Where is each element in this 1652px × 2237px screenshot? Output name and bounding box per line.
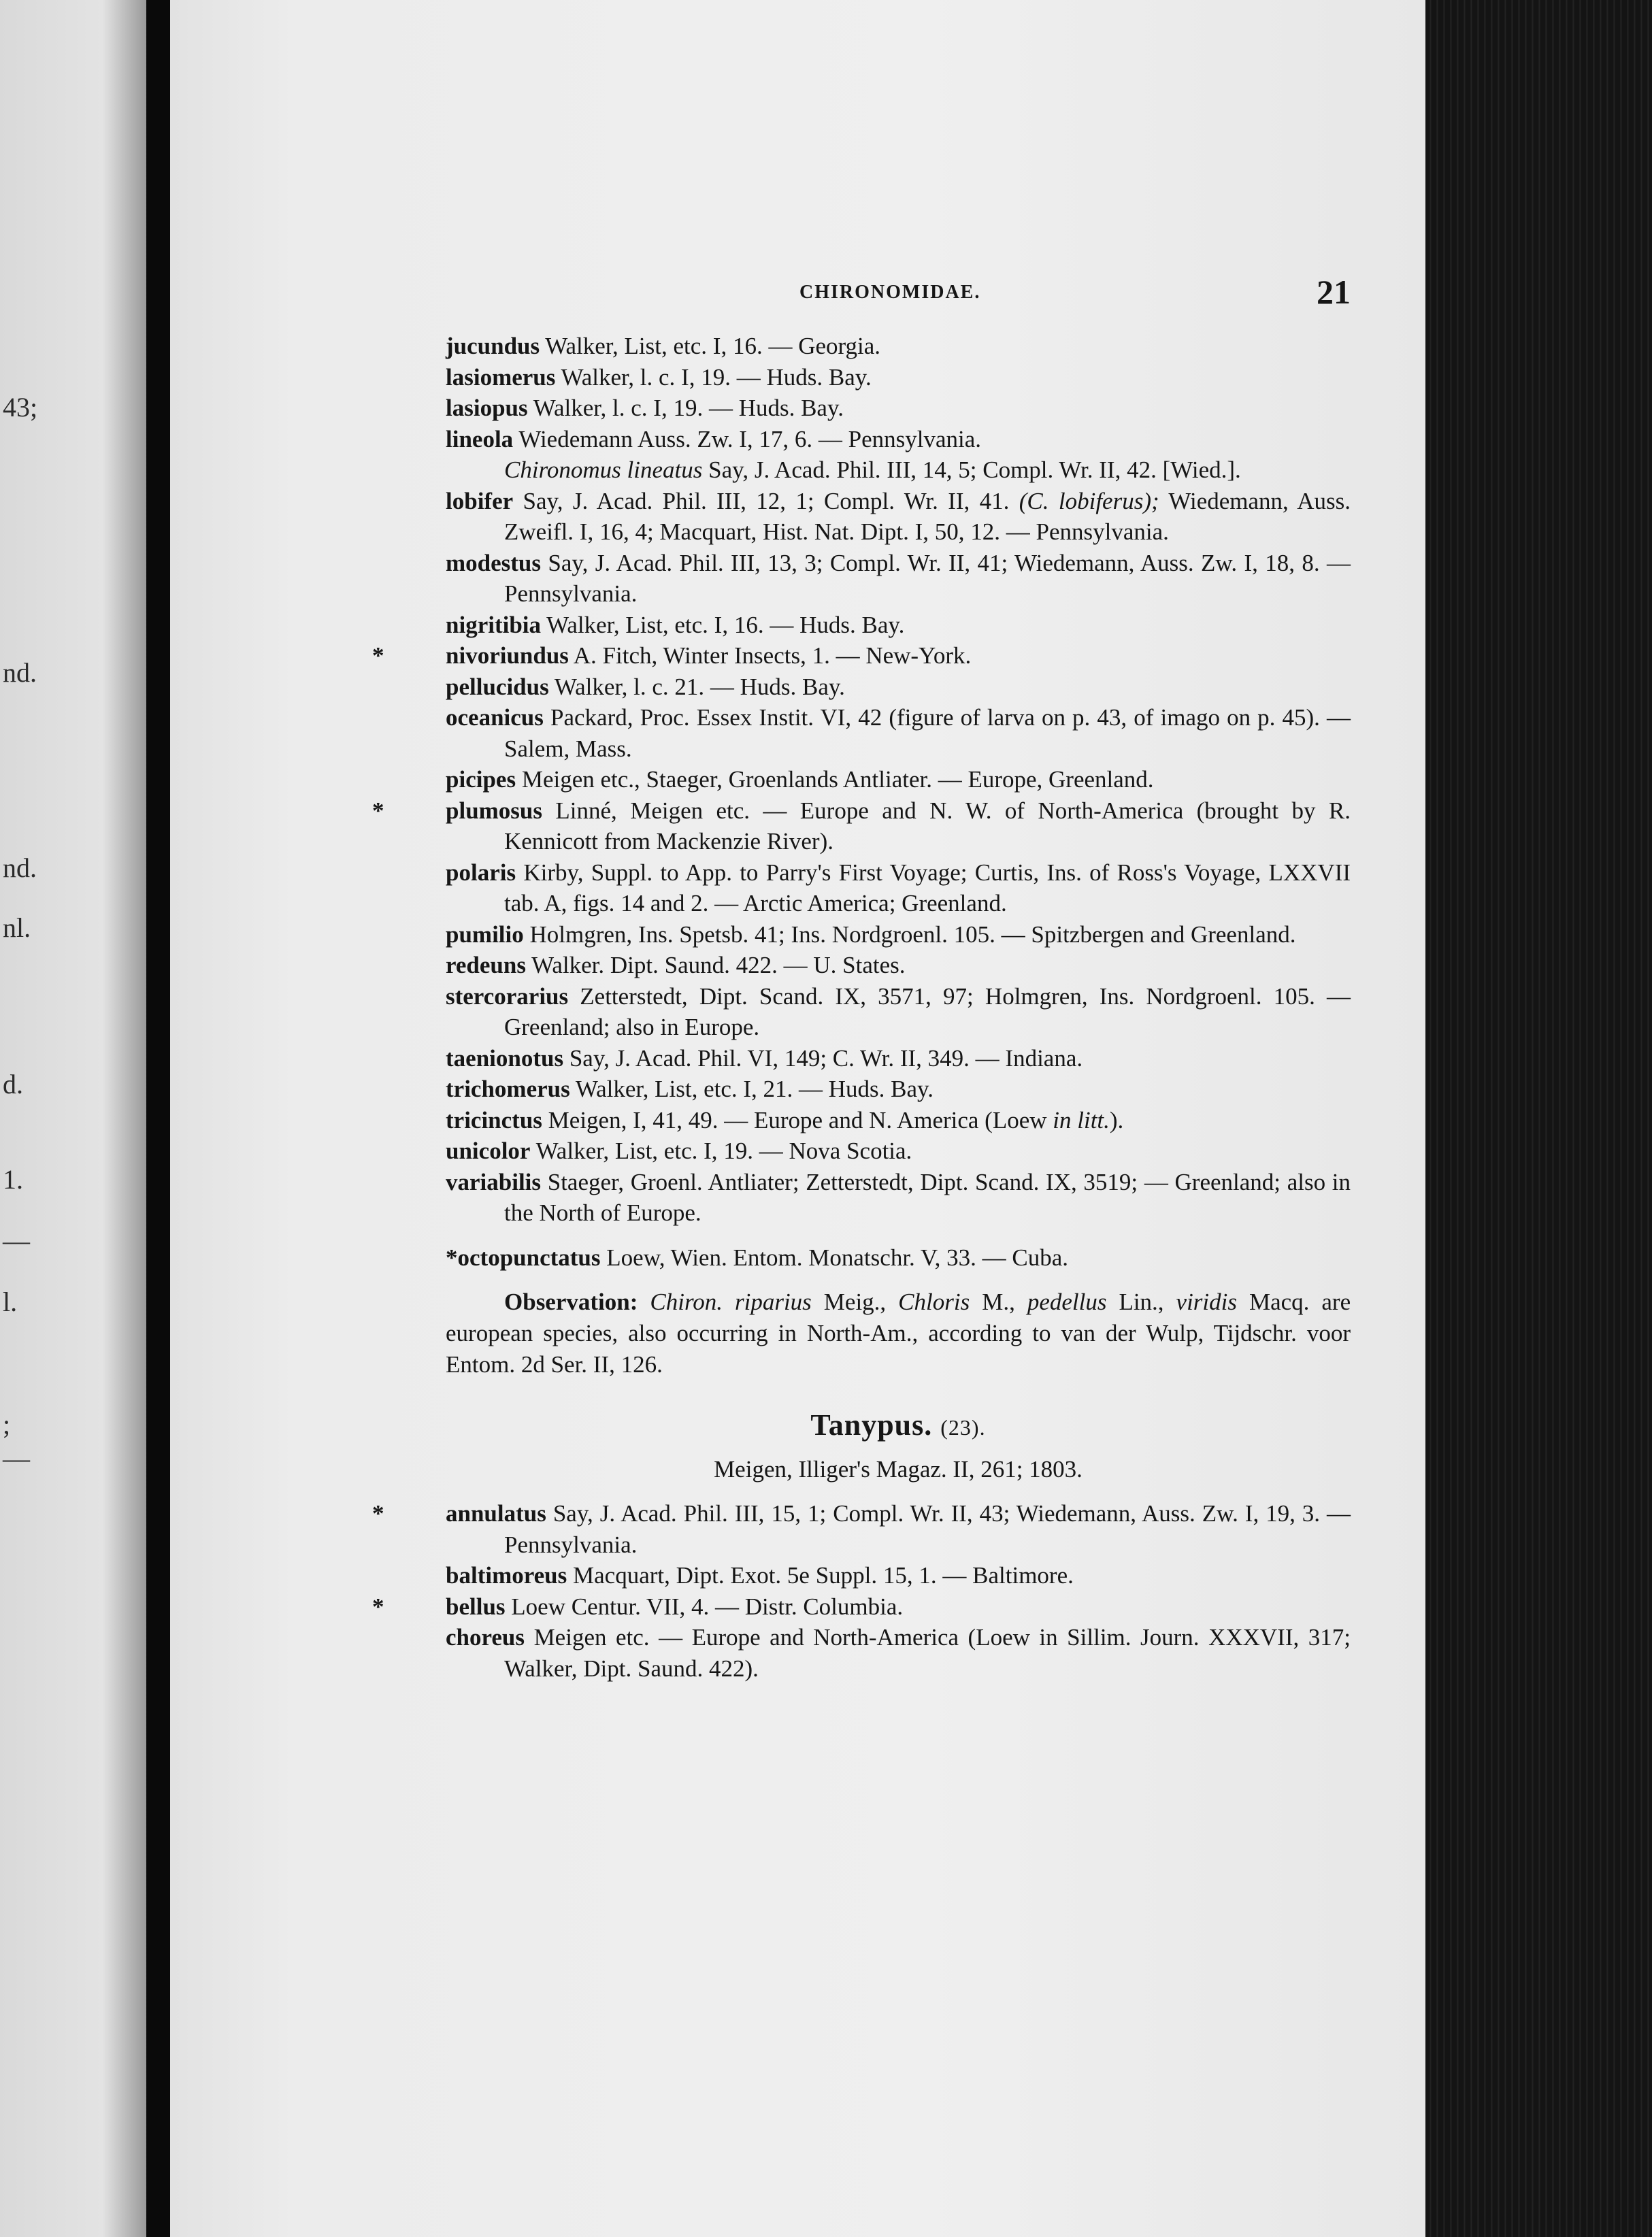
species-name: unicolor bbox=[446, 1138, 531, 1164]
entry-text: Walker, l. c. 21. — Huds. Bay. bbox=[554, 673, 845, 700]
entry-text: Wiedemann, Auss. Zweifl. I, 16, 4; Macquart, Hist. Nat. Dipt. I, 50, 12. — Pennsylvania. bbox=[504, 487, 1351, 545]
observation-text: Macq. are european species, also occurring in North-Am., according to van der Wulp, Tijdschr. voor Entom. 2d Ser. II, 126. bbox=[446, 1289, 1351, 1378]
section-reference: Meigen, Illiger's Magaz. II, 261; 1803. bbox=[714, 1456, 1083, 1482]
species-entry bbox=[446, 393, 1351, 424]
entry-text: Packard, Proc. Essex Instit. VI, 42 (figure of larva on p. 43, of imago on p. 45). — Salem, Mass. bbox=[504, 704, 1351, 762]
species-entry bbox=[446, 486, 1351, 548]
entry-text: Meigen, I, 41, 49. — Europe and N. America (Loew bbox=[548, 1106, 1047, 1133]
entry-text: Walker, List, etc. I, 16. — Georgia. bbox=[545, 333, 881, 359]
species-name: modestus bbox=[446, 549, 542, 576]
species-name: baltimoreus bbox=[446, 1562, 567, 1589]
entry-text: Meigen etc., Staeger, Groenlands Antliater. — Europe, Greenland. bbox=[521, 766, 1154, 793]
entry-text: Say, J. Acad. Phil. VI, 149; C. Wr. II, 349. — Indiana. bbox=[569, 1044, 1083, 1072]
page-content bbox=[372, 272, 1351, 1684]
species-entry bbox=[446, 919, 1351, 950]
page-header bbox=[446, 272, 1351, 320]
species-entry bbox=[446, 672, 1351, 703]
species-entry bbox=[446, 1105, 1351, 1136]
species-entry bbox=[446, 1043, 1351, 1074]
previous-page-edge bbox=[0, 0, 146, 2237]
section-heading bbox=[446, 1408, 1351, 1442]
entry-text: Walker, l. c. I, 19. — Huds. Bay. bbox=[561, 363, 872, 391]
prev-page-fragment: nl. bbox=[3, 912, 31, 943]
species-entry bbox=[446, 1074, 1351, 1105]
entry-text: A. Fitch, Winter Insects, 1. — New-York. bbox=[573, 642, 972, 669]
species-name: jucundus bbox=[446, 333, 540, 359]
prev-page-fragment: l. bbox=[3, 1287, 18, 1317]
entry-text: Meigen etc. — Europe and North-America (Loew in Sillim. Journ. XXXVII, 317; Walker, Dipt. Saund. 422). bbox=[504, 1624, 1351, 1682]
species-name: nivoriundus bbox=[446, 642, 569, 669]
book-page bbox=[170, 0, 1425, 2237]
asterisk-mark: * bbox=[446, 1244, 458, 1271]
entry-text: Macquart, Dipt. Exot. 5e Suppl. 15, 1. — Baltimore. bbox=[573, 1562, 1074, 1589]
section-title: Tanypus. bbox=[810, 1408, 933, 1442]
species-name: lasiomerus bbox=[446, 363, 556, 391]
entry-text: Say, J. Acad. Phil. III, 13, 3; Compl. Wr. II, 41; Wiedemann, Auss. Zw. I, 18, 8. — Pennsylvania. bbox=[504, 549, 1351, 607]
synonym-name: Chironomus lineatus bbox=[504, 457, 703, 483]
entry-text: Kirby, Suppl. to App. to Parry's First Voyage; Curtis, Ins. of Ross's Voyage, LXXVII tab. A, figs. 14 and 2. — Arctic America; Greenland. bbox=[504, 859, 1351, 916]
observation-italic: Chloris bbox=[898, 1289, 970, 1315]
species-name: choreus bbox=[446, 1624, 525, 1651]
species-entry bbox=[446, 764, 1351, 795]
prev-page-fragment: 43; bbox=[3, 392, 38, 422]
species-name: lasiopus bbox=[446, 395, 528, 421]
species-name: nigritibia bbox=[446, 611, 542, 638]
species-name: trichomerus bbox=[446, 1076, 570, 1102]
synonym-entry bbox=[446, 454, 1351, 486]
species-entry bbox=[446, 981, 1351, 1043]
species-entry bbox=[446, 610, 1351, 641]
species-entry: * annulatus Say, J. Acad. Phil. III, 15, 1; Compl. Wr. II, 43; Wiedemann, Auss. Zw. I, 19, 3. — Pennsylvania. bbox=[372, 1500, 1351, 1558]
entry-text: Walker, List, etc. I, 21. — Huds. Bay. bbox=[575, 1076, 934, 1102]
entry-italic: in litt. bbox=[1053, 1106, 1110, 1133]
species-name: tricinctus bbox=[446, 1106, 542, 1133]
species-name: stercorarius bbox=[446, 982, 569, 1010]
prev-page-fragment: nd. bbox=[3, 852, 37, 883]
entry-text: Walker, List, etc. I, 19. — Nova Scotia. bbox=[535, 1138, 912, 1164]
entry-text: Holmgren, Ins. Spetsb. 41; Ins. Nordgroenl. 105. — Spitzbergen and Greenland. bbox=[529, 921, 1296, 948]
species-entry: * bellus Loew Centur. VII, 4. — Distr. Columbia. bbox=[372, 1593, 904, 1620]
prev-page-fragment: ; bbox=[3, 1409, 11, 1440]
species-entry bbox=[446, 1560, 1351, 1591]
species-entry bbox=[446, 1167, 1351, 1229]
observation-text: Meig., bbox=[823, 1289, 887, 1315]
species-entry bbox=[446, 548, 1351, 610]
observation-italic: Chiron. riparius bbox=[650, 1289, 812, 1315]
species-name: plumosus bbox=[446, 797, 543, 824]
species-name: redeuns bbox=[446, 952, 526, 978]
observation-italic: pedellus bbox=[1027, 1289, 1107, 1315]
species-entry: * nivoriundus A. Fitch, Winter Insects, 1. — New-York. bbox=[372, 642, 972, 669]
running-head: CHIRONOMIDAE. bbox=[799, 282, 981, 303]
entry-text: Loew Centur. VII, 4. — Distr. Columbia. bbox=[511, 1593, 904, 1620]
species-name: bellus bbox=[446, 1593, 506, 1620]
prev-page-fragment: — bbox=[3, 1443, 30, 1474]
species-name: lobifer bbox=[446, 487, 514, 514]
species-entry bbox=[446, 857, 1351, 919]
species-name: lineola bbox=[446, 425, 514, 452]
species-name: pumilio bbox=[446, 921, 524, 948]
species-entry bbox=[446, 424, 1351, 455]
entry-text: ). bbox=[1109, 1106, 1124, 1133]
entry-italic: (C. lobiferus); bbox=[1019, 487, 1159, 514]
species-name: picipes bbox=[446, 766, 516, 793]
entry-text: Say, J. Acad. Phil. III, 15, 1; Compl. Wr. II, 43; Wiedemann, Auss. Zw. I, 19, 3. — Pennsylvania. bbox=[504, 1500, 1351, 1558]
species-name: variabilis bbox=[446, 1168, 542, 1195]
entry-text: Walker. Dipt. Saund. 422. — U. States. bbox=[531, 952, 906, 978]
species-name: polaris bbox=[446, 859, 516, 886]
prev-page-fragment: d. bbox=[3, 1069, 23, 1099]
prev-page-fragment: nd. bbox=[3, 657, 37, 688]
entry-text: Walker, List, etc. I, 16. — Huds. Bay. bbox=[546, 611, 905, 638]
species-name: octopunctatus bbox=[457, 1244, 601, 1271]
observation-text: Lin., bbox=[1119, 1289, 1164, 1315]
observation-text: M., bbox=[982, 1289, 1015, 1315]
section-note: (23). bbox=[940, 1415, 986, 1440]
entry-text: Say, J. Acad. Phil. III, 12, 1; Compl. Wr. II, 41. bbox=[523, 487, 1010, 514]
species-entry bbox=[446, 362, 1351, 393]
entry-text: Walker, l. c. I, 19. — Huds. Bay. bbox=[533, 395, 844, 421]
observation-label: Observation: bbox=[504, 1289, 638, 1315]
species-entry bbox=[446, 950, 1351, 981]
entry-text: Loew, Wien. Entom. Monatschr. V, 33. — Cuba. bbox=[606, 1244, 1069, 1271]
species-entry: * plumosus Linné, Meigen etc. — Europe and N. W. of North-America (brought by R. Kennicott from Mackenzie River). bbox=[372, 797, 1351, 855]
entry-text: Say, J. Acad. Phil. III, 14, 5; Compl. Wr. II, 42. [Wied.]. bbox=[708, 457, 1241, 483]
entry-text: Wiedemann Auss. Zw. I, 17, 6. — Pennsylvania. bbox=[518, 425, 982, 452]
species-entry bbox=[446, 1242, 1351, 1274]
species-entry bbox=[446, 1136, 1351, 1167]
species-name: taenionotus bbox=[446, 1044, 564, 1072]
page-number: 21 bbox=[1317, 273, 1351, 311]
entry-text: Linné, Meigen etc. — Europe and N. W. of North-America (brought by R. Kennicott from Mackenzie River). bbox=[504, 797, 1351, 855]
species-name: oceanicus bbox=[446, 704, 544, 731]
species-entry bbox=[446, 702, 1351, 764]
observation-paragraph bbox=[446, 1287, 1351, 1380]
species-entry bbox=[446, 1622, 1351, 1684]
entry-text: Staeger, Groenl. Antliater; Zetterstedt, Dipt. Scand. IX, 3519; — Greenland; also in the North of Europe. bbox=[504, 1168, 1351, 1226]
book-fore-edge bbox=[1425, 0, 1652, 2237]
prev-page-fragment: 1. bbox=[3, 1164, 23, 1195]
species-entry bbox=[446, 331, 1351, 362]
species-name: annulatus bbox=[446, 1500, 546, 1527]
prev-page-fragment: — bbox=[3, 1225, 30, 1256]
species-name: pellucidus bbox=[446, 673, 549, 700]
entry-text: Zetterstedt, Dipt. Scand. IX, 3571, 97; Holmgren, Ins. Nordgroenl. 105. — Greenland; also in Europe. bbox=[504, 982, 1351, 1040]
observation-italic: viridis bbox=[1176, 1289, 1237, 1315]
